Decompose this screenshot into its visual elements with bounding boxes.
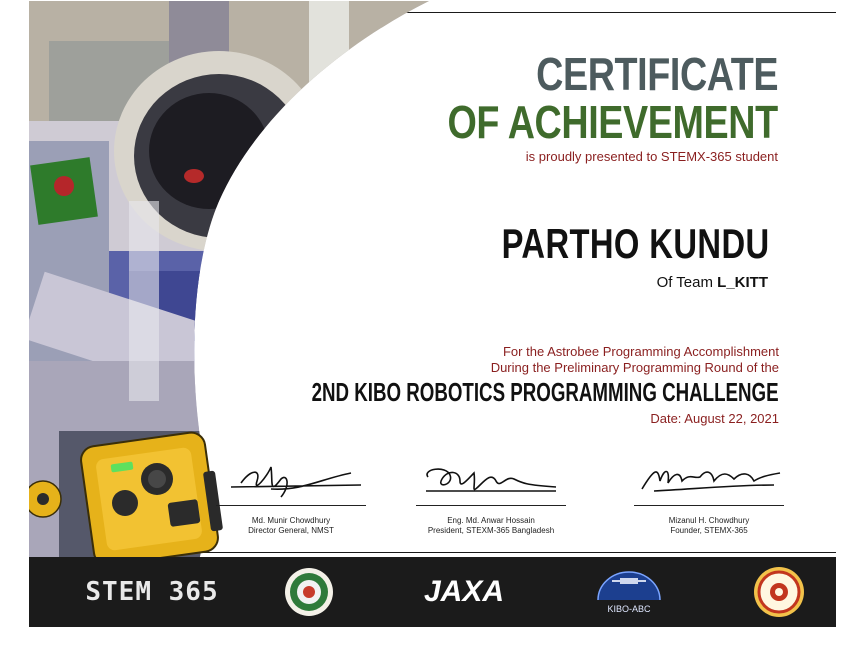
signature-2-line (416, 505, 566, 506)
logo-footer (29, 557, 836, 627)
team-name: L_KITT (717, 274, 768, 291)
accomplishment-line1: For the Astrobee Programming Accomplishment (502, 344, 779, 359)
certificate-title-line1: CERTIFICATE (535, 48, 778, 100)
signature-2-image (406, 459, 576, 505)
team-line (657, 274, 768, 291)
signature-1-line (216, 505, 366, 506)
certificate-title-line2: OF ACHIEVEMENT (447, 96, 778, 148)
certificate-date: Date: August 22, 2021 (650, 411, 779, 426)
accomplishment-line2: During the Preliminary Programming Round of the (490, 360, 779, 375)
recipient-name: PARTHO KUNDU (502, 220, 770, 267)
signature-2-name: Eng. Md. Anwar Hossain (447, 516, 535, 525)
kibo-abc-logo (584, 557, 674, 627)
kibo-abc-text: KIBO-ABC (607, 604, 651, 614)
stemx-logo (57, 557, 247, 627)
nmst-seal-icon (284, 567, 334, 617)
team-prefix: Of Team (656, 274, 718, 291)
certificate (29, 1, 836, 627)
challenge-name: 2ND KIBO ROBOTICS PROGRAMMING CHALLENGE (312, 377, 779, 407)
signature-2-role: President, STEXM-365 Bangladesh (427, 525, 555, 535)
signature-3-line (634, 505, 784, 506)
signature-3-role: Founder, STEMX-365 (670, 525, 748, 535)
signature-1-name: Md. Munir Chowdhury (251, 516, 331, 525)
jaxa-logo (419, 557, 509, 627)
signature-3-name: Mizanul H. Chowdhury (668, 516, 750, 525)
signature-1-role: Director General, NMST (248, 525, 334, 535)
presented-text: is proudly presented to STEMX-365 student (525, 149, 778, 164)
stemx-logo-text: STEM 365 (85, 577, 219, 607)
jaxa-logo-text: JAXA (423, 575, 505, 608)
kibo-abc-icon (594, 570, 664, 604)
nmst-seal-logo (279, 557, 339, 627)
signature-block-2 (396, 459, 586, 535)
signature-block-1 (196, 459, 386, 535)
signature-3-image (624, 459, 794, 505)
university-seal-logo (749, 557, 809, 627)
signature-1-image (211, 459, 371, 505)
signature-block-3 (614, 459, 804, 535)
university-seal-icon (753, 566, 805, 618)
